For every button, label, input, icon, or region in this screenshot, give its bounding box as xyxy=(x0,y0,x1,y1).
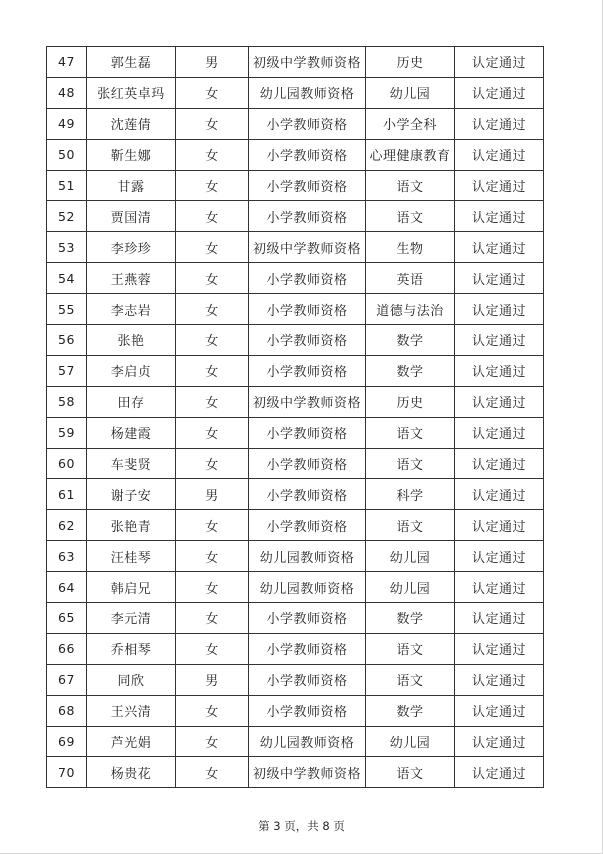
subject-cell: 数学 xyxy=(366,695,455,726)
subject-cell: 幼儿园 xyxy=(366,572,455,603)
name-cell: 汪桂琴 xyxy=(87,541,176,572)
name-cell: 谢子安 xyxy=(87,479,176,510)
gender-cell: 女 xyxy=(176,386,249,417)
gender-cell: 女 xyxy=(176,355,249,386)
subject-cell: 语文 xyxy=(366,417,455,448)
table-row xyxy=(47,170,544,201)
table-row xyxy=(47,695,544,726)
row-number-cell: 55 xyxy=(47,294,87,325)
subject-cell: 语文 xyxy=(366,170,455,201)
gender-cell: 女 xyxy=(176,541,249,572)
name-cell: 同欣 xyxy=(87,664,176,695)
result-cell: 认定通过 xyxy=(455,726,544,757)
name-cell: 张红英卓玛 xyxy=(87,77,176,108)
name-cell: 芦光娟 xyxy=(87,726,176,757)
table-row xyxy=(47,386,544,417)
result-cell: 认定通过 xyxy=(455,479,544,510)
result-cell: 认定通过 xyxy=(455,633,544,664)
row-number-cell: 54 xyxy=(47,263,87,294)
gender-cell: 女 xyxy=(176,572,249,603)
name-cell: 郭生磊 xyxy=(87,47,176,78)
name-cell: 李珍珍 xyxy=(87,232,176,263)
subject-cell: 幼儿园 xyxy=(366,726,455,757)
table-body xyxy=(47,47,544,788)
subject-cell: 语文 xyxy=(366,664,455,695)
certificate-type-cell: 小学教师资格 xyxy=(249,355,366,386)
gender-cell: 女 xyxy=(176,170,249,201)
certificate-type-cell: 小学教师资格 xyxy=(249,603,366,634)
result-cell: 认定通过 xyxy=(455,355,544,386)
certificate-type-cell: 初级中学教师资格 xyxy=(249,47,366,78)
result-cell: 认定通过 xyxy=(455,572,544,603)
subject-cell: 心理健康教育 xyxy=(366,139,455,170)
gender-cell: 女 xyxy=(176,448,249,479)
certificate-type-cell: 初级中学教师资格 xyxy=(249,757,366,788)
certificate-type-cell: 小学教师资格 xyxy=(249,263,366,294)
row-number-cell: 62 xyxy=(47,510,87,541)
table-row xyxy=(47,541,544,572)
row-number-cell: 50 xyxy=(47,139,87,170)
gender-cell: 女 xyxy=(176,633,249,664)
gender-cell: 女 xyxy=(176,232,249,263)
result-cell: 认定通过 xyxy=(455,541,544,572)
certificate-type-cell: 小学教师资格 xyxy=(249,201,366,232)
certificate-type-cell: 小学教师资格 xyxy=(249,417,366,448)
table-row xyxy=(47,108,544,139)
certificate-type-cell: 小学教师资格 xyxy=(249,633,366,664)
subject-cell: 幼儿园 xyxy=(366,77,455,108)
name-cell: 贾国清 xyxy=(87,201,176,232)
row-number-cell: 51 xyxy=(47,170,87,201)
name-cell: 杨贵花 xyxy=(87,757,176,788)
table-row xyxy=(47,139,544,170)
subject-cell: 科学 xyxy=(366,479,455,510)
result-cell: 认定通过 xyxy=(455,417,544,448)
table-row xyxy=(47,448,544,479)
certificate-type-cell: 小学教师资格 xyxy=(249,510,366,541)
row-number-cell: 59 xyxy=(47,417,87,448)
table-row xyxy=(47,664,544,695)
row-number-cell: 61 xyxy=(47,479,87,510)
gender-cell: 女 xyxy=(176,77,249,108)
table-row xyxy=(47,77,544,108)
certificate-type-cell: 初级中学教师资格 xyxy=(249,232,366,263)
gender-cell: 女 xyxy=(176,510,249,541)
result-cell: 认定通过 xyxy=(455,232,544,263)
row-number-cell: 67 xyxy=(47,664,87,695)
subject-cell: 语文 xyxy=(366,510,455,541)
table-row xyxy=(47,325,544,356)
result-cell: 认定通过 xyxy=(455,695,544,726)
name-cell: 靳生娜 xyxy=(87,139,176,170)
name-cell: 张艳青 xyxy=(87,510,176,541)
name-cell: 李启贞 xyxy=(87,355,176,386)
name-cell: 王兴清 xyxy=(87,695,176,726)
table-row xyxy=(47,510,544,541)
gender-cell: 女 xyxy=(176,757,249,788)
gender-cell: 女 xyxy=(176,695,249,726)
name-cell: 甘露 xyxy=(87,170,176,201)
table-row xyxy=(47,479,544,510)
subject-cell: 幼儿园 xyxy=(366,541,455,572)
certificate-type-cell: 小学教师资格 xyxy=(249,695,366,726)
certificate-type-cell: 小学教师资格 xyxy=(249,170,366,201)
name-cell: 车斐贤 xyxy=(87,448,176,479)
result-cell: 认定通过 xyxy=(455,139,544,170)
name-cell: 张艳 xyxy=(87,325,176,356)
gender-cell: 女 xyxy=(176,325,249,356)
result-cell: 认定通过 xyxy=(455,448,544,479)
gender-cell: 女 xyxy=(176,603,249,634)
table-row xyxy=(47,232,544,263)
table-row xyxy=(47,572,544,603)
subject-cell: 语文 xyxy=(366,448,455,479)
name-cell: 王燕蓉 xyxy=(87,263,176,294)
subject-cell: 历史 xyxy=(366,386,455,417)
row-number-cell: 63 xyxy=(47,541,87,572)
certificate-type-cell: 小学教师资格 xyxy=(249,664,366,695)
gender-cell: 女 xyxy=(176,417,249,448)
result-cell: 认定通过 xyxy=(455,201,544,232)
certificate-type-cell: 小学教师资格 xyxy=(249,139,366,170)
name-cell: 沈莲倩 xyxy=(87,108,176,139)
subject-cell: 数学 xyxy=(366,355,455,386)
table-row xyxy=(47,417,544,448)
name-cell: 田存 xyxy=(87,386,176,417)
name-cell: 李志岩 xyxy=(87,294,176,325)
row-number-cell: 48 xyxy=(47,77,87,108)
row-number-cell: 64 xyxy=(47,572,87,603)
certificate-type-cell: 幼儿园教师资格 xyxy=(249,572,366,603)
certificate-type-cell: 幼儿园教师资格 xyxy=(249,541,366,572)
certificate-type-cell: 小学教师资格 xyxy=(249,448,366,479)
table-row xyxy=(47,726,544,757)
certificate-type-cell: 幼儿园教师资格 xyxy=(249,77,366,108)
subject-cell: 生物 xyxy=(366,232,455,263)
row-number-cell: 47 xyxy=(47,47,87,78)
page-footer: 第 3 页，共 8 页 xyxy=(258,819,345,833)
subject-cell: 道德与法治 xyxy=(366,294,455,325)
subject-cell: 英语 xyxy=(366,263,455,294)
table-row xyxy=(47,47,544,78)
subject-cell: 语文 xyxy=(366,201,455,232)
certificate-type-cell: 幼儿园教师资格 xyxy=(249,726,366,757)
row-number-cell: 70 xyxy=(47,757,87,788)
subject-cell: 小学全科 xyxy=(366,108,455,139)
certificate-type-cell: 小学教师资格 xyxy=(249,325,366,356)
row-number-cell: 66 xyxy=(47,633,87,664)
subject-cell: 语文 xyxy=(366,633,455,664)
gender-cell: 女 xyxy=(176,726,249,757)
result-cell: 认定通过 xyxy=(455,108,544,139)
table-row xyxy=(47,294,544,325)
result-cell: 认定通过 xyxy=(455,664,544,695)
result-cell: 认定通过 xyxy=(455,263,544,294)
table-row xyxy=(47,633,544,664)
row-number-cell: 69 xyxy=(47,726,87,757)
row-number-cell: 56 xyxy=(47,325,87,356)
subject-cell: 数学 xyxy=(366,603,455,634)
row-number-cell: 52 xyxy=(47,201,87,232)
row-number-cell: 53 xyxy=(47,232,87,263)
row-number-cell: 60 xyxy=(47,448,87,479)
name-cell: 李元清 xyxy=(87,603,176,634)
gender-cell: 女 xyxy=(176,294,249,325)
gender-cell: 男 xyxy=(176,47,249,78)
result-cell: 认定通过 xyxy=(455,170,544,201)
row-number-cell: 57 xyxy=(47,355,87,386)
certificate-type-cell: 小学教师资格 xyxy=(249,294,366,325)
gender-cell: 女 xyxy=(176,108,249,139)
result-cell: 认定通过 xyxy=(455,510,544,541)
name-cell: 韩启兄 xyxy=(87,572,176,603)
row-number-cell: 58 xyxy=(47,386,87,417)
certification-table xyxy=(46,46,544,788)
gender-cell: 女 xyxy=(176,201,249,232)
result-cell: 认定通过 xyxy=(455,603,544,634)
result-cell: 认定通过 xyxy=(455,325,544,356)
result-cell: 认定通过 xyxy=(455,757,544,788)
table-row xyxy=(47,201,544,232)
row-number-cell: 49 xyxy=(47,108,87,139)
result-cell: 认定通过 xyxy=(455,294,544,325)
table-row xyxy=(47,757,544,788)
gender-cell: 男 xyxy=(176,664,249,695)
row-number-cell: 65 xyxy=(47,603,87,634)
name-cell: 杨建霞 xyxy=(87,417,176,448)
gender-cell: 女 xyxy=(176,139,249,170)
table-row xyxy=(47,603,544,634)
row-number-cell: 68 xyxy=(47,695,87,726)
subject-cell: 数学 xyxy=(366,325,455,356)
gender-cell: 男 xyxy=(176,479,249,510)
table-row xyxy=(47,355,544,386)
name-cell: 乔相琴 xyxy=(87,633,176,664)
certificate-type-cell: 小学教师资格 xyxy=(249,108,366,139)
certificate-type-cell: 初级中学教师资格 xyxy=(249,386,366,417)
subject-cell: 历史 xyxy=(366,47,455,78)
result-cell: 认定通过 xyxy=(455,386,544,417)
result-cell: 认定通过 xyxy=(455,47,544,78)
result-cell: 认定通过 xyxy=(455,77,544,108)
subject-cell: 语文 xyxy=(366,757,455,788)
certificate-type-cell: 小学教师资格 xyxy=(249,479,366,510)
gender-cell: 女 xyxy=(176,263,249,294)
table-row xyxy=(47,263,544,294)
